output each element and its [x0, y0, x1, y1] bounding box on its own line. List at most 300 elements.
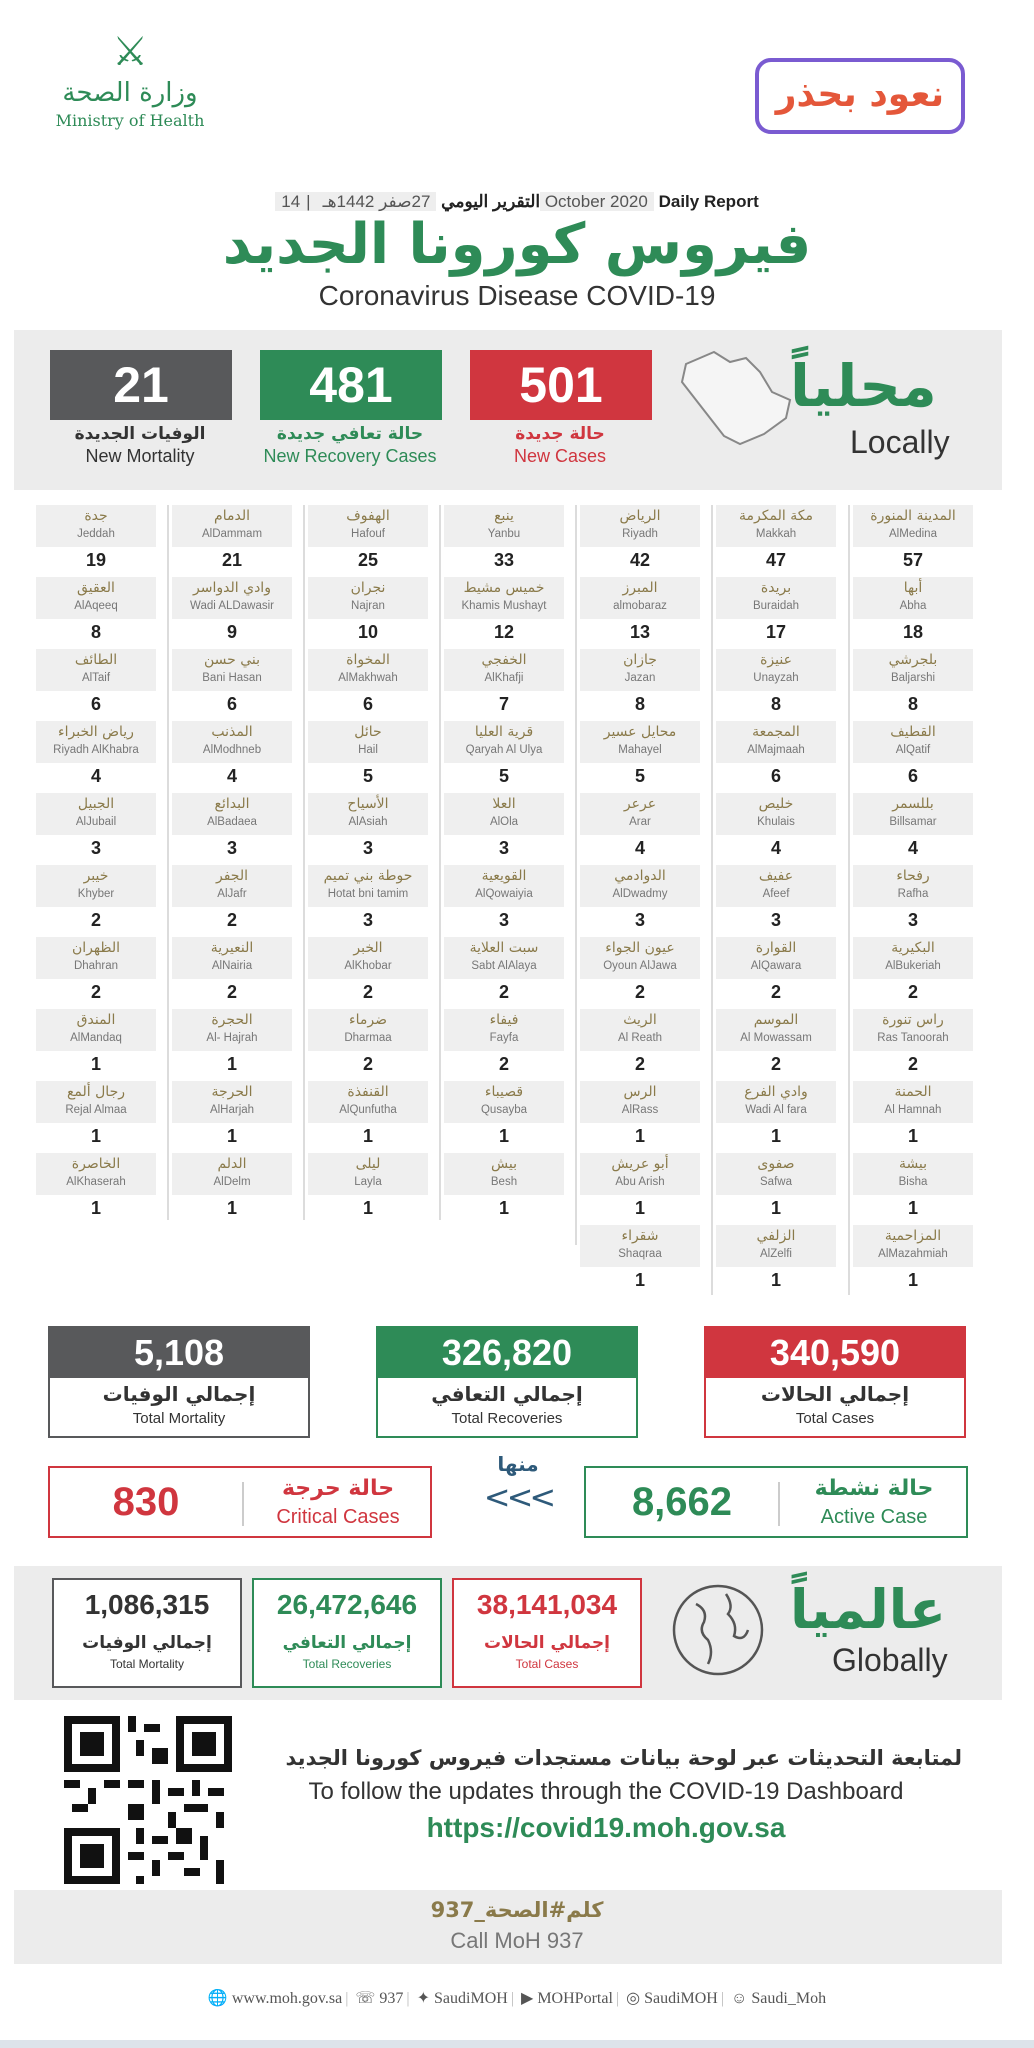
city-name-ar: الدمام	[214, 508, 250, 524]
city-count: 4	[90, 766, 101, 786]
city-name	[444, 793, 564, 835]
city-name-ar: بريدة	[760, 580, 792, 596]
city-cell	[36, 793, 156, 865]
city-name	[36, 793, 156, 835]
globally-title-en: Globally	[832, 1642, 948, 1678]
city-name-en: Safwa	[760, 1176, 792, 1188]
city-count: 42	[629, 550, 651, 570]
city-name-en: AlZelfi	[760, 1248, 792, 1260]
footer-twitter-label: SaudiMOH	[434, 1990, 508, 2007]
city-name	[716, 721, 836, 763]
column-divider	[167, 505, 169, 1220]
city-count: 1	[634, 1270, 645, 1290]
column-divider	[575, 505, 577, 1245]
city-name-ar: القنفذة	[347, 1084, 389, 1100]
city-cell	[172, 649, 292, 721]
city-cell	[308, 649, 428, 721]
city-name	[36, 721, 156, 763]
youtube-icon: ▶	[521, 1990, 534, 2007]
city-name-en: Makkah	[755, 528, 797, 540]
city-name-ar: المذنب	[211, 724, 253, 740]
call-text-ar: كلم#الصحة_937	[430, 1898, 604, 1922]
breakdown-of-label: منها	[497, 1452, 539, 1476]
city-cell	[716, 577, 836, 649]
city-cell	[308, 505, 428, 577]
city-cell	[308, 865, 428, 937]
city-cell	[853, 793, 973, 865]
global-cases-label-ar: إجمالي الحالات	[484, 1633, 610, 1653]
globe-small-icon: 🌐	[207, 1990, 228, 2007]
total-mortality-card	[48, 1326, 310, 1438]
city-name-ar: صفوى	[757, 1156, 795, 1172]
city-name-ar: فيفاء	[489, 1012, 519, 1028]
city-name	[580, 793, 700, 835]
city-count: 2	[90, 982, 101, 1002]
city-name	[580, 937, 700, 979]
city-name-ar: ليلى	[355, 1156, 381, 1172]
city-name-en: Abha	[899, 600, 927, 612]
city-name-ar: الموسم	[753, 1012, 799, 1028]
new-cases-value: 501	[470, 350, 652, 420]
instagram-icon: ◎	[626, 1990, 641, 2007]
city-name-en: AlKhafji	[484, 672, 524, 684]
city-name-ar: الحجرة	[211, 1012, 253, 1028]
city-cell	[580, 1153, 700, 1225]
city-name-ar: حوطة بني تميم	[323, 868, 413, 884]
city-count: 1	[226, 1126, 237, 1146]
global-recoveries-label-en: Total Recoveries	[302, 1657, 392, 1671]
globe-icon	[668, 1580, 768, 1680]
city-count: 3	[226, 838, 237, 858]
city-name-ar: الهفوف	[346, 508, 390, 524]
city-name-ar: الخفجي	[481, 652, 527, 668]
city-cell	[853, 505, 973, 577]
city-name-en: Dhahran	[73, 960, 119, 972]
footer-youtube[interactable]	[521, 1988, 613, 2008]
city-cell	[36, 721, 156, 793]
city-name	[853, 1225, 973, 1267]
city-name-en: Hafouf	[351, 528, 385, 540]
global-cases-value: 38,141,034	[476, 1589, 618, 1620]
total-cases-card	[704, 1326, 966, 1438]
footer-snapchat-label: Saudi_Moh	[751, 1990, 827, 2007]
footer-instagram-label: SaudiMOH	[644, 1990, 718, 2007]
city-cell	[853, 649, 973, 721]
ministry-name-en: Ministry of Health	[55, 111, 205, 130]
city-name	[308, 1081, 428, 1123]
city-name-en: Hotat bni tamim	[327, 888, 409, 900]
phone-icon: ☏	[355, 1990, 376, 2007]
city-count: 1	[770, 1198, 781, 1218]
city-name	[308, 577, 428, 619]
city-count: 2	[498, 982, 509, 1002]
city-name	[444, 1153, 564, 1195]
city-name	[853, 1009, 973, 1051]
city-cell	[853, 937, 973, 1009]
city-name-ar: القويعية	[481, 868, 527, 884]
city-name	[36, 649, 156, 691]
city-name-ar: خليص	[758, 796, 794, 812]
city-name	[853, 505, 973, 547]
global-cases-card	[452, 1578, 642, 1688]
call-text-en[interactable]: Call MoH 937	[450, 1928, 584, 1953]
city-count: 12	[493, 622, 515, 642]
city-name	[580, 649, 700, 691]
city-cell	[716, 1081, 836, 1153]
global-cases-label-en: Total Cases	[515, 1657, 579, 1671]
city-count: 8	[770, 694, 781, 714]
city-name-ar: خيبر	[83, 868, 109, 884]
total-cases-value: 340,590	[706, 1328, 964, 1378]
active-cases-value: 8,662	[631, 1480, 733, 1524]
active-cases-label-en: Active Case	[820, 1506, 928, 1528]
bottom-strip	[0, 2040, 1034, 2048]
city-name-ar: بلجرشي	[888, 652, 938, 668]
city-count: 33	[493, 550, 515, 570]
city-name-en: AlDwadmy	[612, 888, 668, 900]
city-name	[444, 649, 564, 691]
city-name-ar: الرياض	[619, 508, 661, 524]
city-name	[444, 577, 564, 619]
city-cell	[580, 937, 700, 1009]
city-cell	[580, 1081, 700, 1153]
city-cell	[853, 1225, 973, 1297]
city-name-ar: الزلفي	[756, 1228, 796, 1244]
city-name-en: AlAsiah	[348, 816, 388, 828]
footer-youtube-label: MOHPortal	[537, 1990, 613, 2007]
city-cell	[580, 1009, 700, 1081]
city-count: 3	[498, 838, 509, 858]
city-name-en: Rafha	[897, 888, 929, 900]
report-date: 14 October 2020	[275, 192, 654, 211]
locally-title-ar: محلياً	[790, 352, 937, 420]
city-cell	[36, 1081, 156, 1153]
column-divider	[439, 505, 441, 1220]
city-name-ar: العلا	[492, 796, 516, 812]
city-name-en: Wadi ALDawasir	[190, 600, 274, 612]
city-cell	[308, 1081, 428, 1153]
city-name-ar: ضرماء	[349, 1012, 387, 1028]
city-name	[853, 577, 973, 619]
city-cell	[172, 1081, 292, 1153]
city-name-ar: الخبر	[353, 940, 383, 956]
report-line: التقرير اليومي 27صفر 1442هـ|14 October 2020 Daily Report	[0, 192, 1034, 212]
city-name-en: AlDammam	[201, 528, 263, 540]
city-cell	[580, 649, 700, 721]
city-name-ar: مكة المكرمة	[739, 508, 813, 524]
critical-cases-label-ar: حالة حرجة	[281, 1476, 395, 1501]
city-count: 5	[362, 766, 373, 786]
total-recoveries-label-en: Total Recoveries	[451, 1410, 563, 1427]
column-divider	[848, 505, 850, 1295]
city-count: 25	[357, 550, 379, 570]
city-name-en: Billsamar	[889, 816, 937, 828]
city-name	[853, 649, 973, 691]
global-mortality-value: 1,086,315	[84, 1589, 210, 1620]
city-name-ar: الحمنة	[894, 1084, 932, 1100]
city-name	[580, 505, 700, 547]
city-name	[580, 1153, 700, 1195]
city-name-en: Khyber	[77, 888, 115, 900]
moh-logo	[40, 28, 220, 168]
footer-phone[interactable]	[355, 1988, 403, 2008]
city-name-ar: جازان	[623, 652, 657, 668]
city-name	[36, 505, 156, 547]
total-recoveries-label-ar: إجمالي التعافي	[431, 1382, 583, 1406]
city-count: 1	[90, 1054, 101, 1074]
city-cell	[853, 721, 973, 793]
city-cell	[580, 505, 700, 577]
city-name-en: Wadi Al fara	[745, 1104, 807, 1116]
column-divider	[711, 505, 713, 1295]
city-cell	[172, 577, 292, 649]
city-name-en: Yanbu	[487, 528, 521, 540]
city-name-en: Ras Tanoorah	[877, 1032, 949, 1044]
total-mortality-value: 5,108	[50, 1328, 308, 1378]
city-name-en: Al Mowassam	[740, 1032, 812, 1044]
city-count: 2	[362, 982, 373, 1002]
city-cell	[580, 577, 700, 649]
city-cell	[853, 577, 973, 649]
city-count: 3	[362, 910, 373, 930]
city-name-en: Riyadh AlKhabra	[53, 744, 139, 756]
page-title-en: Coronavirus Disease COVID-19	[318, 280, 716, 311]
city-cell	[308, 577, 428, 649]
city-name-ar: أبو عريش	[611, 1156, 669, 1172]
city-name-en: Jazan	[624, 672, 656, 684]
city-name-ar: عيون الجواء	[605, 940, 675, 956]
footer-twitter[interactable]	[417, 1988, 508, 2008]
city-name	[716, 937, 836, 979]
city-cell	[444, 793, 564, 865]
page-title-ar: فيروس كورونا الجديد	[222, 212, 812, 277]
global-recoveries-value: 26,472,646	[276, 1589, 418, 1620]
footer-website-label: www.moh.gov.sa	[231, 1990, 343, 2007]
city-name-en: Al Hamnah	[884, 1104, 942, 1116]
city-name-ar: الأسياح	[347, 796, 389, 812]
qr-code[interactable]	[64, 1716, 232, 1884]
city-cell	[580, 1225, 700, 1297]
city-name	[308, 937, 428, 979]
report-label-en: Daily Report	[658, 192, 759, 211]
city-count: 5	[634, 766, 645, 786]
city-name-ar: محايل عسير	[603, 724, 677, 740]
report-label-ar: التقرير اليومي	[441, 192, 541, 211]
city-cell	[36, 865, 156, 937]
city-count: 1	[770, 1126, 781, 1146]
city-name-en: AlJubail	[75, 816, 117, 828]
city-name	[172, 1153, 292, 1195]
city-name-en: Mahayel	[618, 744, 662, 756]
city-cell	[853, 1009, 973, 1081]
city-name-ar: وادي الدواسر	[193, 580, 271, 596]
city-cell	[36, 1153, 156, 1225]
city-count: 47	[765, 550, 787, 570]
city-cell	[853, 1081, 973, 1153]
city-name-en: almobaraz	[613, 600, 667, 612]
city-name-ar: رجال ألمع	[66, 1084, 125, 1100]
city-name-en: AlTaif	[81, 672, 111, 684]
new-cases-label-en: New Cases	[513, 446, 607, 466]
city-name-en: Khamis Mushayt	[461, 600, 547, 612]
city-cell	[716, 865, 836, 937]
city-name-en: Oyoun AlJawa	[603, 960, 677, 972]
city-name	[580, 721, 700, 763]
city-name-en: AlBadaea	[207, 816, 257, 828]
city-name-ar: حائل	[354, 724, 382, 740]
new-mortality-value: 21	[50, 350, 232, 420]
city-name	[36, 1153, 156, 1195]
city-count: 3	[362, 838, 373, 858]
city-cell	[716, 793, 836, 865]
city-name-en: AlJafr	[217, 888, 247, 900]
city-cell	[36, 577, 156, 649]
city-name-en: Bisha	[898, 1176, 928, 1188]
city-name	[172, 577, 292, 619]
column-divider	[303, 505, 305, 1220]
city-name	[853, 1081, 973, 1123]
city-name	[444, 721, 564, 763]
footer-instagram[interactable]	[626, 1988, 718, 2008]
city-count: 1	[634, 1126, 645, 1146]
city-name-ar: ينبع	[494, 508, 514, 524]
city-cell	[716, 721, 836, 793]
city-name-en: Arar	[629, 816, 651, 828]
city-count: 2	[226, 982, 237, 1002]
new-mortality-label-en: New Mortality	[85, 446, 195, 466]
city-name	[36, 1009, 156, 1051]
city-name-ar: المزاحمية	[884, 1228, 942, 1244]
city-count: 6	[907, 766, 918, 786]
city-name-en: Baljarshi	[890, 672, 936, 684]
city-count: 1	[907, 1198, 918, 1218]
city-name-ar: شقراء	[621, 1228, 659, 1244]
city-cell	[716, 937, 836, 1009]
city-name	[36, 577, 156, 619]
city-cell	[580, 721, 700, 793]
city-name-ar: وادي الفرع	[744, 1084, 808, 1100]
city-cell	[172, 505, 292, 577]
city-count: 2	[90, 910, 101, 930]
footer-website[interactable]	[208, 1988, 342, 2008]
city-name	[716, 649, 836, 691]
city-name-ar: النعيرية	[210, 940, 254, 956]
city-cell	[308, 1009, 428, 1081]
city-name	[716, 1081, 836, 1123]
city-name-en: AlMedina	[889, 528, 937, 540]
campaign-logo	[755, 58, 965, 134]
city-name	[853, 793, 973, 835]
city-name-en: Abu Arish	[615, 1176, 665, 1188]
city-name	[444, 937, 564, 979]
city-count: 2	[907, 982, 918, 1002]
city-cell	[36, 649, 156, 721]
city-name-en: AlMandaq	[70, 1032, 122, 1044]
global-recoveries-card	[252, 1578, 442, 1688]
city-name-en: Al- Hajrah	[206, 1032, 258, 1044]
city-count: 6	[770, 766, 781, 786]
city-name-en: Al Reath	[617, 1032, 663, 1044]
city-name	[172, 505, 292, 547]
city-count: 3	[90, 838, 101, 858]
critical-cases-label-en: Critical Cases	[276, 1506, 400, 1528]
city-cell	[716, 1153, 836, 1225]
city-name-ar: جدة	[84, 508, 108, 524]
city-name	[444, 1009, 564, 1051]
city-count: 4	[907, 838, 918, 858]
city-cell	[444, 505, 564, 577]
city-cell	[853, 1153, 973, 1225]
dashboard-link[interactable]: https://covid19.moh.gov.sa	[426, 1812, 786, 1843]
global-recoveries-label-ar: إجمالي التعافي	[282, 1633, 412, 1653]
city-name	[444, 865, 564, 907]
city-name-en: AlMajmaah	[747, 744, 805, 756]
city-name	[716, 1009, 836, 1051]
city-count: 17	[765, 622, 787, 642]
city-name-ar: القوارة	[755, 940, 797, 956]
city-count: 57	[902, 550, 924, 570]
city-count: 8	[90, 622, 101, 642]
city-count: 6	[90, 694, 101, 714]
city-count: 2	[634, 982, 645, 1002]
city-count: 19	[85, 550, 107, 570]
city-count: 8	[634, 694, 645, 714]
new-cases-label-ar: حالة جديدة	[515, 424, 605, 444]
city-count: 5	[498, 766, 509, 786]
footer-snapchat[interactable]	[731, 1990, 826, 2008]
city-name-en: AlRass	[621, 1104, 659, 1116]
city-name-en: AlDelm	[213, 1176, 251, 1188]
city-cell	[853, 865, 973, 937]
city-name	[716, 1153, 836, 1195]
critical-cases-value: 830	[112, 1480, 180, 1524]
city-count: 2	[907, 1054, 918, 1074]
city-name-en: Hail	[358, 744, 378, 756]
city-name-en: AlQatif	[895, 744, 931, 756]
active-cases-card	[584, 1466, 968, 1538]
city-name	[308, 1009, 428, 1051]
city-count: 1	[90, 1126, 101, 1146]
city-count: 13	[629, 622, 651, 642]
city-cell	[444, 649, 564, 721]
city-count: 3	[770, 910, 781, 930]
city-cell	[716, 1225, 836, 1297]
city-name-en: AlMazahmiah	[878, 1248, 948, 1260]
city-count: 4	[226, 766, 237, 786]
city-name-ar: سبت العلاية	[469, 940, 539, 956]
total-recoveries-value: 326,820	[378, 1328, 636, 1378]
city-name	[853, 721, 973, 763]
city-name	[308, 793, 428, 835]
city-name	[580, 865, 700, 907]
city-name-ar: عنيزة	[760, 652, 792, 668]
city-count: 1	[362, 1198, 373, 1218]
city-name-ar: الحرجة	[211, 1084, 253, 1100]
city-name-en: Rejal Almaa	[65, 1104, 127, 1116]
city-name-ar: البدائع	[214, 796, 250, 812]
city-name-en: AlMakhwah	[338, 672, 398, 684]
city-name-en: AlOla	[489, 816, 519, 828]
city-count: 2	[770, 1054, 781, 1074]
city-name-en: Afeef	[762, 888, 790, 900]
snapchat-icon: ☺	[731, 1990, 748, 2007]
city-name-ar: رياض الخبراء	[58, 724, 134, 740]
city-name	[308, 505, 428, 547]
city-name-ar: البكيرية	[891, 940, 935, 956]
city-name-ar: بيشة	[898, 1156, 928, 1172]
locally-title-en: Locally	[850, 424, 950, 460]
city-name-en: AlBukeriah	[885, 960, 941, 972]
